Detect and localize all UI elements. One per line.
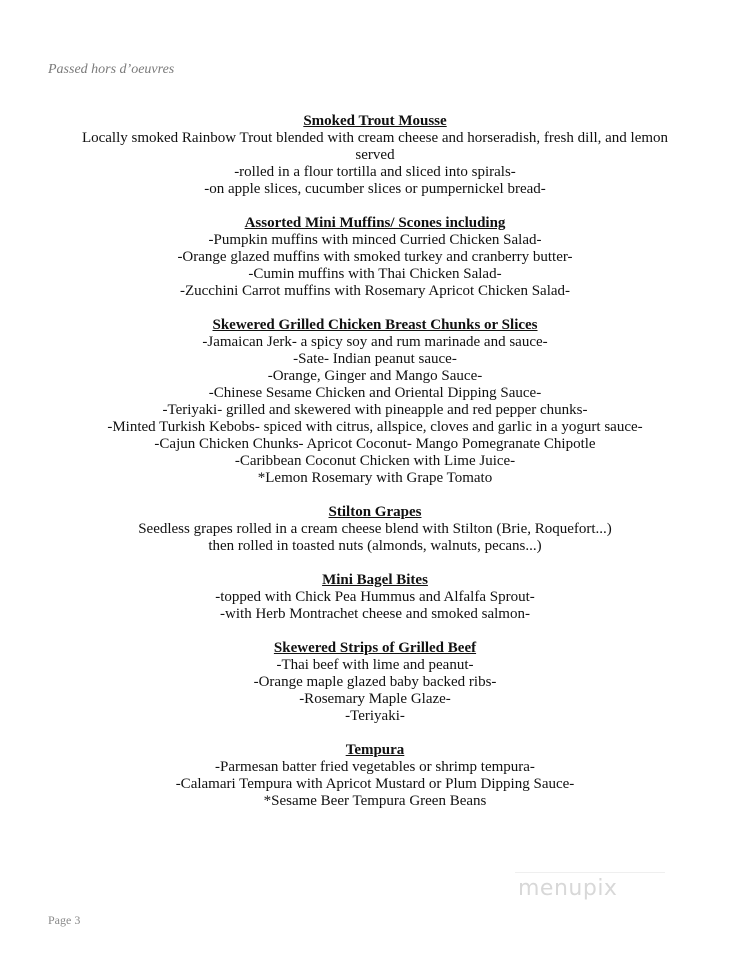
menu-section — [40, 215, 710, 300]
page-number: Page 3 — [48, 913, 81, 927]
menu-content — [40, 113, 710, 827]
section-title: Smoked Trout Mousse — [303, 113, 447, 129]
section-title: Stilton Grapes — [328, 504, 422, 520]
menu-item-line: -Orange maple glazed baby backed ribs- — [253, 674, 497, 690]
menu-item-line: -Parmesan batter fried vegetables or shrimp tempura- — [215, 759, 535, 775]
menu-item-line: -Jamaican Jerk- a spicy soy and rum marinade and sauce- — [202, 334, 548, 350]
menu-item-line: -Zucchini Carrot muffins with Rosemary Apricot Chicken Salad- — [179, 283, 571, 299]
menu-section — [40, 317, 710, 487]
menu-section — [40, 113, 710, 198]
menu-section — [40, 742, 710, 810]
menu-item-line: -Pumpkin muffins with minced Curried Chicken Salad- — [208, 232, 542, 248]
header-note: Passed hors d’oeuvres — [48, 62, 175, 77]
menu-item-line: -Sate- Indian peanut sauce- — [293, 351, 457, 367]
menu-section — [40, 640, 710, 725]
menu-item-line: -Chinese Sesame Chicken and Oriental Dipping Sauce- — [208, 385, 542, 401]
menu-item-line: -Teriyaki- grilled and skewered with pineapple and red pepper chunks- — [162, 402, 588, 418]
menu-item-line: Locally smoked Rainbow Trout blended with cream cheese and horseradish, fresh dill, and lemon — [81, 130, 669, 146]
section-title: Tempura — [345, 742, 405, 758]
menu-item-line: -Orange glazed muffins with smoked turkey and cranberry butter- — [177, 249, 573, 265]
menu-item-line: -topped with Chick Pea Hummus and Alfalfa Sprout- — [215, 589, 535, 605]
menu-item-line: -Caribbean Coconut Chicken with Lime Juice- — [234, 453, 516, 469]
menu-item-line: -on apple slices, cucumber slices or pumpernickel bread- — [204, 181, 546, 197]
menu-item-line: -Rosemary Maple Glaze- — [299, 691, 451, 707]
menupix-watermark — [515, 872, 665, 912]
menu-item-line: *Lemon Rosemary with Grape Tomato — [257, 470, 493, 486]
menu-item-line: -Calamari Tempura with Apricot Mustard or Plum Dipping Sauce- — [175, 776, 575, 792]
section-title: Mini Bagel Bites — [322, 572, 428, 588]
menu-item-line: -Cumin muffins with Thai Chicken Salad- — [248, 266, 502, 282]
menu-item-line: -Teriyaki- — [345, 708, 405, 724]
menu-item-line: -Cajun Chicken Chunks- Apricot Coconut- Mango Pomegranate Chipotle — [154, 436, 596, 452]
menu-item-line: -Orange, Ginger and Mango Sauce- — [267, 368, 483, 384]
menu-item-line: -rolled in a flour tortilla and sliced into spirals- — [234, 164, 516, 180]
menu-item-line: -with Herb Montrachet cheese and smoked salmon- — [220, 606, 530, 622]
menu-item-line: -Minted Turkish Kebobs- spiced with citrus, allspice, cloves and garlic in a yogurt sauce- — [107, 419, 643, 435]
watermark-text: menupix — [518, 876, 618, 901]
menu-item-line: *Sesame Beer Tempura Green Beans — [263, 793, 487, 809]
menu-section — [40, 572, 710, 623]
menu-section — [40, 504, 710, 555]
section-title: Skewered Strips of Grilled Beef — [273, 640, 477, 656]
menu-item-line: -Thai beef with lime and peanut- — [276, 657, 474, 673]
menu-item-line: served — [355, 147, 395, 163]
section-title: Skewered Grilled Chicken Breast Chunks or Slices — [212, 317, 538, 333]
section-title: Assorted Mini Muffins/ Scones including — [244, 215, 506, 231]
watermark-divider — [515, 872, 665, 873]
menu-item-line: Seedless grapes rolled in a cream cheese blend with Stilton (Brie, Roquefort...) — [138, 521, 612, 537]
menu-item-line: then rolled in toasted nuts (almonds, walnuts, pecans...) — [208, 538, 542, 554]
